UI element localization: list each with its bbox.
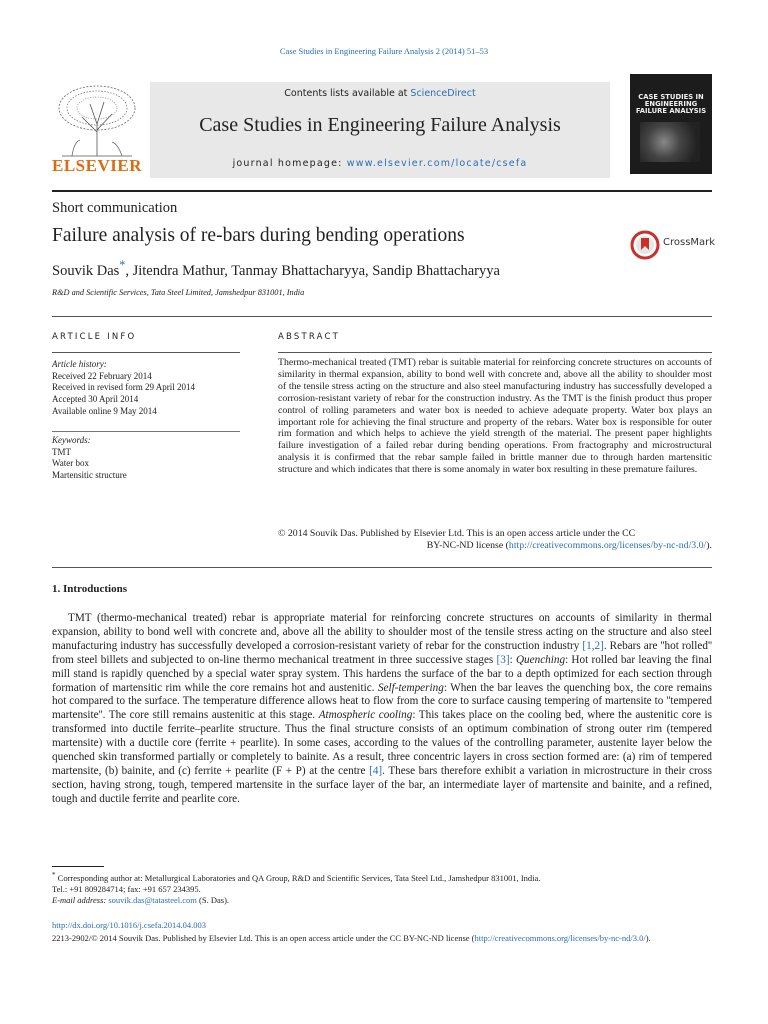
article-history [52, 359, 242, 418]
issn-text: 2213-2902/© 2014 Souvik Das. Published by Elsevier Ltd. This is an open access article under the CC BY-NC-ND license ( [52, 933, 475, 943]
copyright-line-2 [278, 540, 712, 552]
section-heading-introductions: 1. Introductions [52, 583, 127, 595]
intro-paragraph [52, 612, 712, 807]
history-item: Accepted 30 April 2014 [52, 394, 139, 405]
intro-text-4: : Hot rolled bar leaving the final mill stand is rapidly quenched by a special water spray system. This hardens the surface of the bar to a depth optimized for each section through formation of martensitic rim while the core remains hot and austenitic. [52, 653, 713, 694]
issn-suffix: ). [645, 933, 651, 943]
abstract-heading: ABSTRACT [278, 332, 341, 342]
article-info-rule [52, 352, 240, 353]
intro-text-1: TMT (thermo-mechanical treated) rebar is appropriate material for reinforcing concrete structures on accounts of similarity in thermal expansion, ability to bond well with concrete and, above all the ability to shoulder most of the tensile stress acting on the structure and also steel manufacturing industry has successfully developed a corrosion-resistant variety of rebar for the construction industry [52, 612, 712, 652]
intro-text-5: : When the bar leaves the quenching box, the core remains hot compared to the surface. The temperature difference allows heat to flow from the core to surface causing tempering of martensite to ''tempered martensite''. The core still remains austenitic at this stage. [52, 681, 713, 722]
elsevier-logo [52, 82, 142, 176]
term-quenching: Quenching [515, 653, 566, 666]
corresponding-author-footnote [52, 870, 712, 906]
crossmark-badge[interactable] [630, 230, 720, 258]
title-rule [52, 316, 712, 317]
elsevier-tree-icon [52, 82, 142, 158]
intro-text-3: : [509, 653, 516, 666]
paper-title: Failure analysis of re-bars during bending operations [52, 225, 465, 246]
homepage-prefix: journal homepage: [232, 158, 347, 169]
homepage-link[interactable]: www.elsevier.com/locate/csefa [346, 158, 528, 169]
crossmark-label: CrossMark [663, 237, 716, 248]
footnote-address: Corresponding author at: Metallurgical Laboratories and QA Group, R&D and Scientific Services, Tata Steel Ltd., Jamshedpur 831001, India. [55, 872, 541, 883]
footnote-mark: * [52, 871, 56, 879]
abstract-bottom-rule [52, 567, 712, 568]
corresponding-author-mark[interactable]: * [119, 258, 126, 272]
elsevier-wordmark: ELSEVIER [52, 156, 142, 175]
header-rule [52, 190, 712, 192]
term-atmospheric-cooling: Atmospheric cooling [318, 709, 413, 722]
history-item: Available online 9 May 2014 [52, 405, 157, 416]
issn-license-line [52, 933, 712, 944]
author-first: Souvik Das [52, 262, 120, 279]
keyword-item: Water box [52, 458, 90, 469]
citation-4[interactable]: [4] [369, 764, 383, 777]
license-link[interactable]: http://creativecommons.org/licenses/by-nc-nd/3.0/ [508, 540, 707, 551]
contents-line [150, 88, 610, 99]
keywords [52, 435, 242, 482]
journal-banner [150, 82, 610, 178]
intro-text-6: : This takes place on the cooling bed, where the austenitic core is transformed into ductile ferrite–pearlite structure. Thus the final structure consists of an optimum combination of strong outer rim (tempered martensite) with a ductile core (ferrite + pearlite). In some cases, according to the values of the controlling parameter, austenite layer below the quenched skin transformed partially or completely to bainite. As a result, three concentric layers in cross section formed are: (a) rim of tempered martensite, (b) bainite, and (c) ferrite + pearlite (F + P) at the centre [52, 709, 712, 777]
copyright-line-1: © 2014 Souvik Das. Published by Elsevier Ltd. This is an open access article under the CC [278, 528, 636, 539]
intro-text-7: . These bars therefore exhibit a variation in microstructure in their cross section, having strong, tough, tempered martensite in the surface layer of the bar, an intermediate layer of martensite and bainite, and a refined, tough and ductile ferrite and pearlite core. [52, 764, 712, 805]
citation-3[interactable]: [3] [496, 653, 510, 666]
homepage-line [150, 158, 610, 169]
keywords-rule [52, 431, 240, 432]
keyword-item: Martensitic structure [52, 470, 127, 481]
citation-1-2[interactable]: [1,2] [582, 639, 604, 652]
section-type: Short communication [52, 200, 178, 216]
email-label: E-mail address: [52, 894, 109, 905]
abstract-text: Thermo-mechanical treated (TMT) rebar is suitable material for reinforcing concrete structures on accounts of similarity in thermal expansion, ability to bond well with concrete and, above all the ability to shoulder most of the tensile stress acting on the structure and also steel manufacturing industry has successfully developed a corrosion-resistant variety of rebar for the construction industry. As the TMT is the finish product thus proper control of rolling parameters and water box is needed to achieve adequate property. Water box plays an important role for achieving the final structure and property of the rebars. Water box is responsible for outer rim formation and which helps to achieve the yield strength of the material. The present paper highlights failure investigation of a failed rebar during bending operations. From fractography and microstructural analysis it is confirmed that the rebar sample failed in brittle manner due to through harden martensitic structure and which indicates that there is some anomaly in water box resulting in these premature failures. [278, 357, 712, 476]
copyright-suffix: ). [706, 540, 712, 551]
copyright-prefix: BY-NC-ND license ( [426, 540, 509, 551]
cover-title: CASE STUDIES IN ENGINEERING FAILURE ANALYSIS [635, 93, 707, 115]
sciencedirect-link[interactable]: ScienceDirect [410, 88, 476, 99]
issn-license-link[interactable]: http://creativecommons.org/licenses/by-nc-nd/3.0/ [474, 933, 646, 943]
crossmark-icon [630, 230, 660, 260]
history-item: Received in revised form 29 April 2014 [52, 382, 195, 393]
email-suffix: (S. Das). [196, 894, 230, 905]
abstract-rule [278, 352, 712, 353]
article-info-heading: ARTICLE INFO [52, 332, 137, 342]
keywords-label: Keywords: [52, 435, 91, 445]
abstract-copyright [278, 528, 712, 552]
contents-prefix: Contents lists available at [284, 88, 411, 99]
history-label: Article history: [52, 359, 107, 369]
history-item: Received 22 February 2014 [52, 370, 152, 381]
author-list [52, 258, 500, 280]
journal-cover[interactable] [630, 74, 712, 174]
keyword-item: TMT [52, 446, 71, 457]
term-self-tempering: Self-tempering [377, 681, 444, 694]
author-rest: , Jitendra Mathur, Tanmay Bhattacharyya, Sandip Bhattacharyya [125, 262, 500, 279]
intro-text-2: . Rebars are ''hot rolled'' from steel billets and subjected to on-line thermo mechanical treatment in three successive stages [52, 639, 712, 666]
journal-title: Case Studies in Engineering Failure Analysis [199, 114, 561, 136]
affiliation: R&D and Scientific Services, Tata Steel Limited, Jamshedpur 831001, India [52, 288, 305, 297]
cover-image [640, 122, 700, 162]
journal-reference[interactable]: Case Studies in Engineering Failure Analysis 2 (2014) 51–53 [279, 46, 489, 56]
doi-link[interactable]: http://dx.doi.org/10.1016/j.csefa.2014.04.003 [52, 920, 207, 930]
footnote-phone: Tel.: +91 809284714; fax: +91 657 234395. [52, 883, 201, 894]
email-link[interactable]: souvik.das@tatasteel.com [108, 894, 197, 905]
footnote-rule [52, 866, 104, 867]
